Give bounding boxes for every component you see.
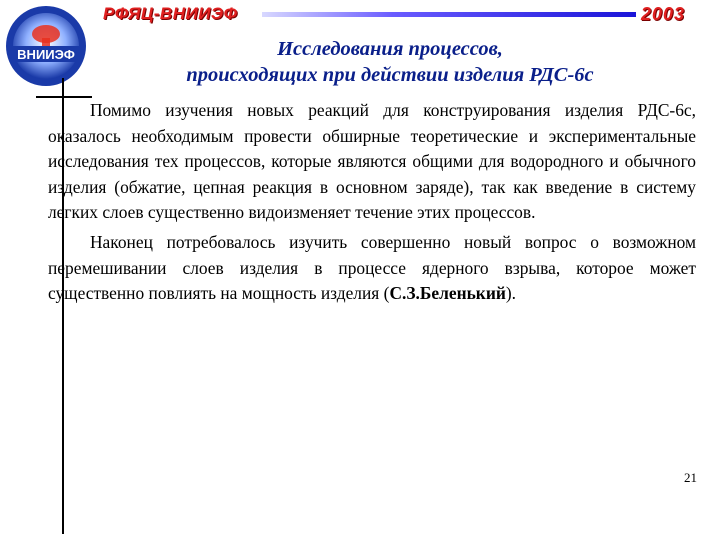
title-line-1: Исследования процессов, xyxy=(277,38,503,60)
slide-title xyxy=(120,36,660,88)
org-name: РФЯЦ-ВНИИЭФ xyxy=(103,4,238,23)
ref-open: ( xyxy=(383,283,390,304)
paragraph-2-text: Наконец потребовалось изучить совершенно новый вопрос о возможном перемешивании слоев изделия в процессе ядерного взрыва, которое может существенно повлиять на мощность изделия xyxy=(48,231,696,304)
logo-text: ВНИИЭФ xyxy=(17,47,75,62)
author-reference: С.З.Беленький xyxy=(389,283,506,304)
header-divider xyxy=(262,12,636,17)
page-number: 21 xyxy=(684,470,697,485)
paragraph-2 xyxy=(48,230,696,307)
ref-close: ). xyxy=(505,283,516,304)
paragraph-1: Помимо изучения новых реакций для конструирования изделия РДС-6с, оказалось необходимым провести обширные теоретические и экспериментальные исследования тех процессов, которые являются общими для водородного и обычного изделия (обжатие, цепная реакция в основном заряде), так как введение в систему легких слоев существенно видоизменяет течение этих процессов. xyxy=(48,100,696,223)
slide-body xyxy=(48,98,696,307)
title-line-2: происходящих при действии изделия РДС-6с xyxy=(186,64,594,86)
year-label: 2003 xyxy=(641,4,686,24)
vniief-logo xyxy=(4,4,88,88)
